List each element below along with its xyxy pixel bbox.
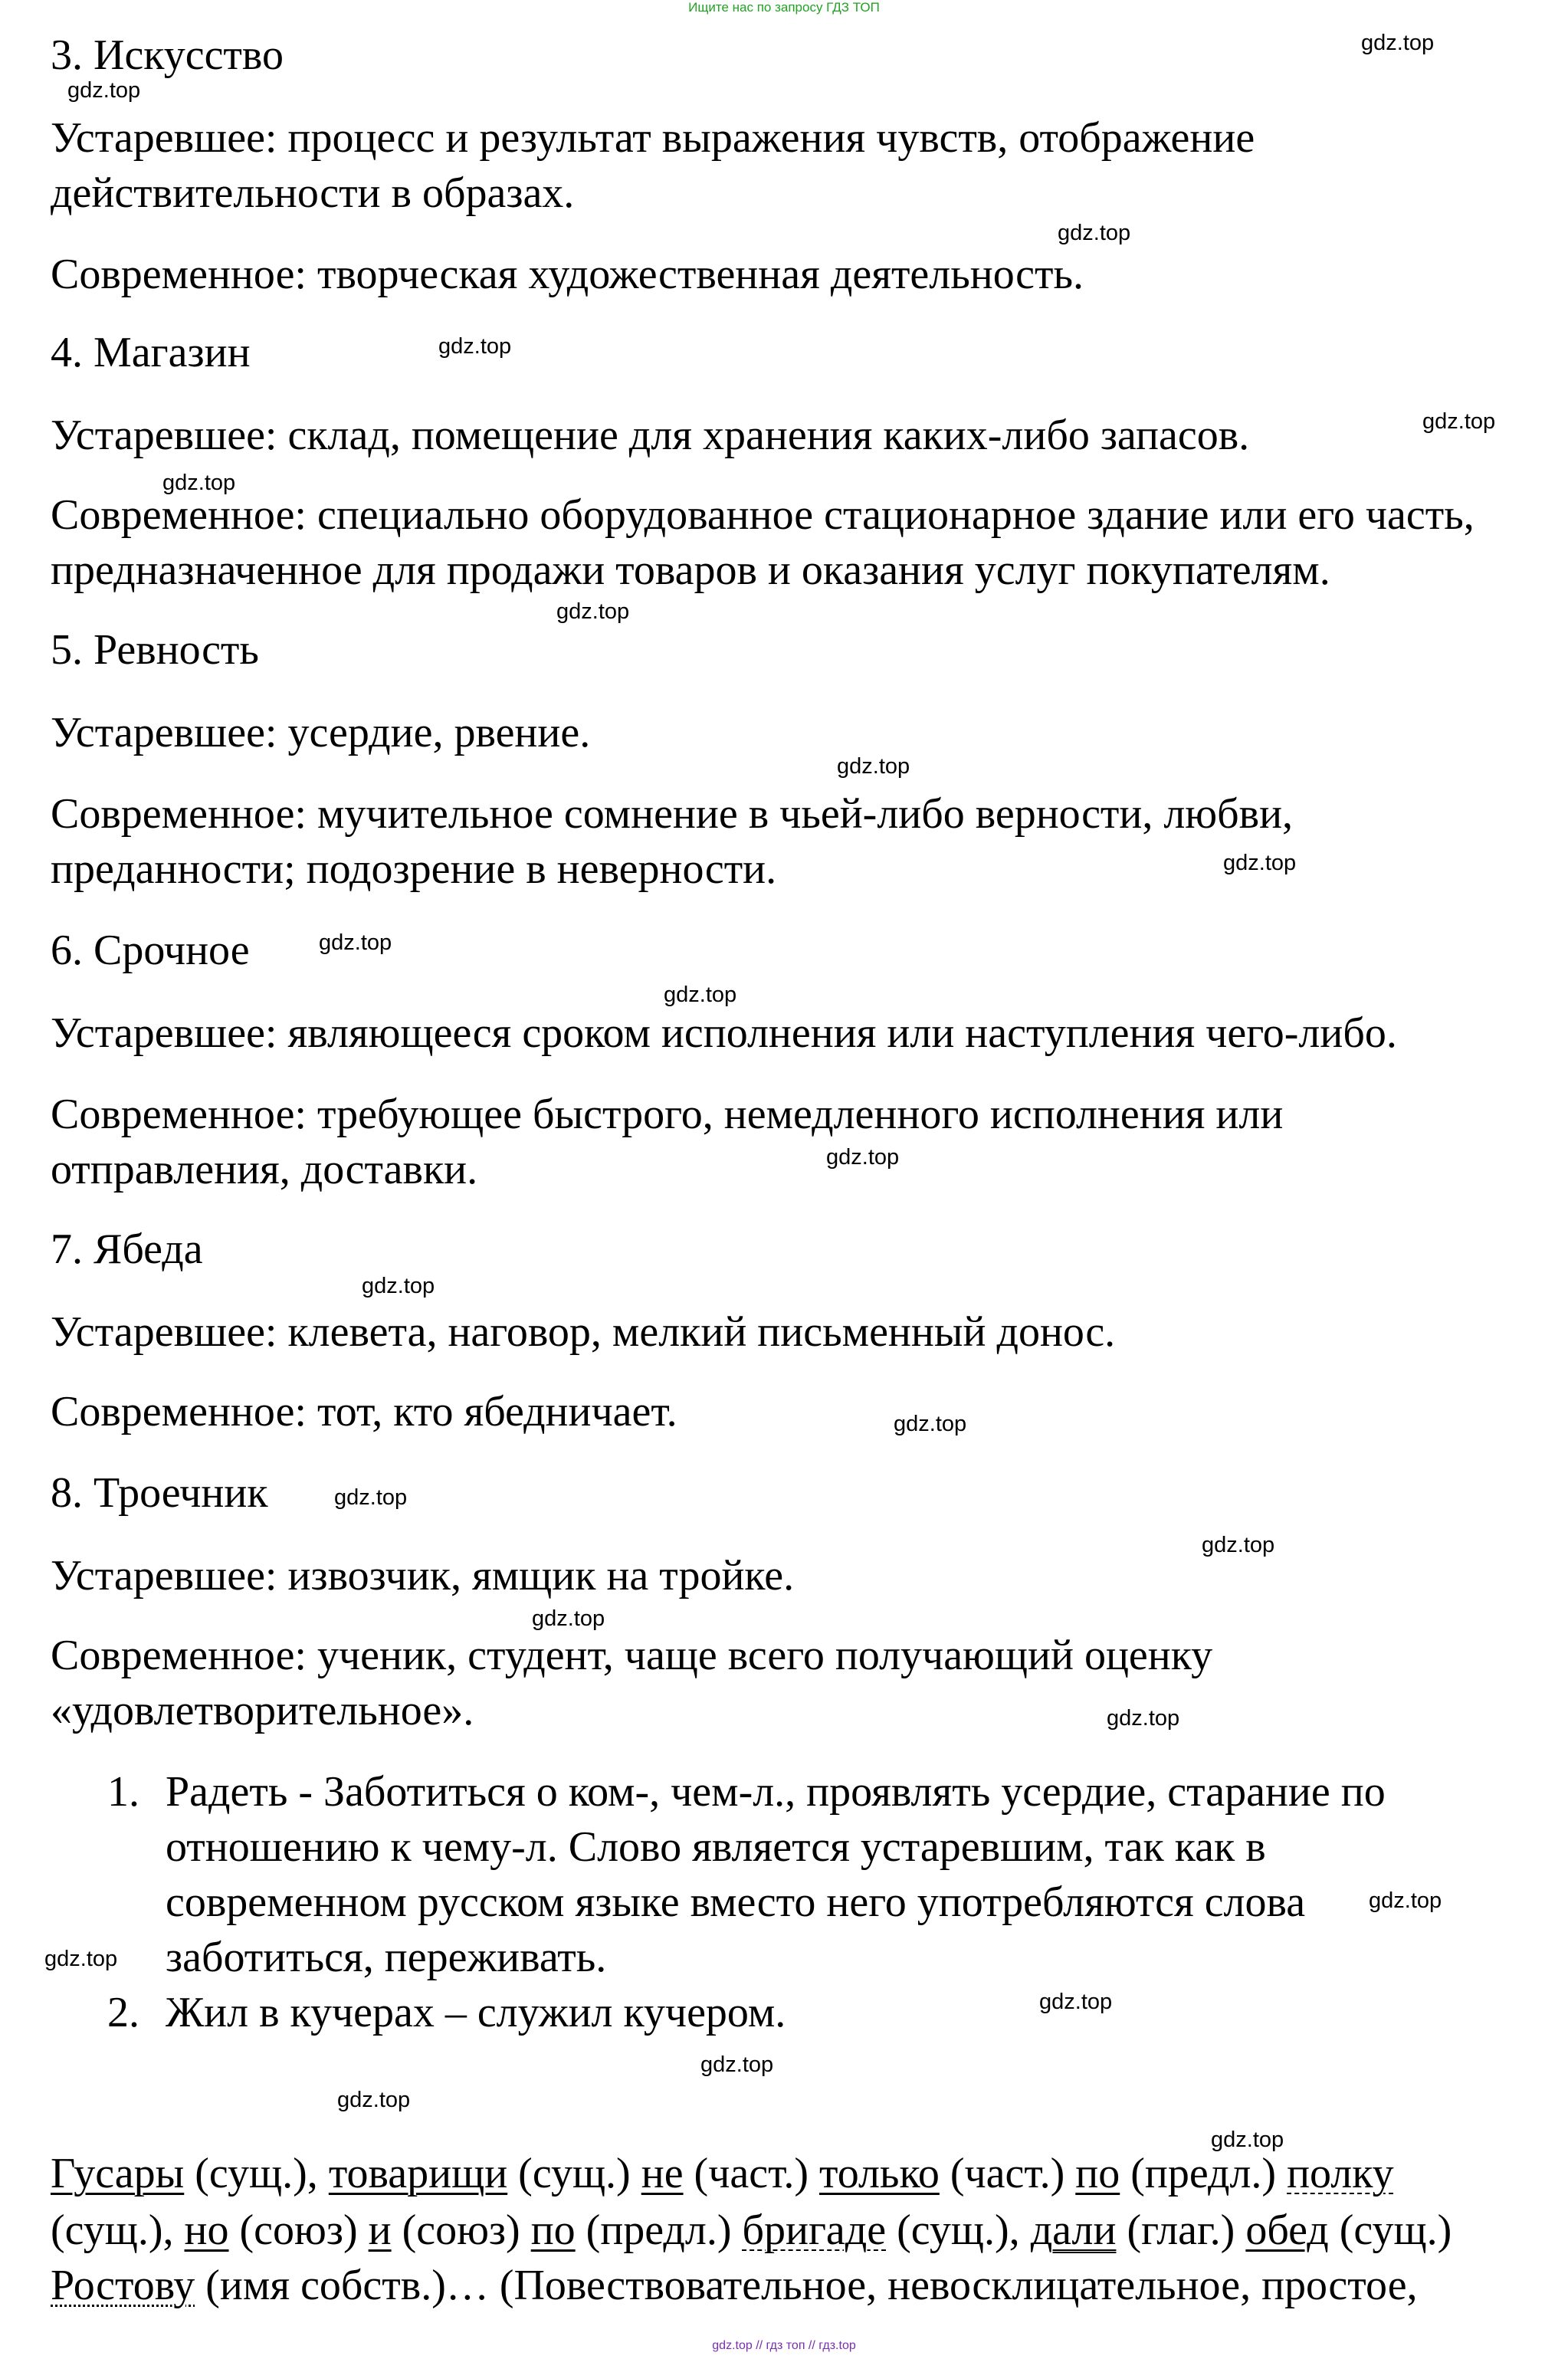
parse-line-1	[51, 2146, 1394, 2201]
watermark: gdz.top	[664, 983, 737, 1007]
parse-tag: (глаг.)	[1116, 2206, 1246, 2254]
entry-new-line: Современное: ученик, студент, чаще всего получающий оценку	[51, 1632, 1213, 1679]
parse-tag: (сущ.),	[51, 2206, 185, 2254]
watermark: gdz.top	[837, 754, 910, 779]
watermark: gdz.top	[319, 930, 392, 955]
parse-tag: (сущ.)	[1328, 2206, 1452, 2254]
entry-new-line: Современное: специально оборудованное стационарное здание или его часть,	[51, 491, 1475, 539]
list-line: современном русском языке вместо него употребляются слова	[166, 1878, 1306, 1926]
header-note: Ищите нас по запросу ГДЗ ТОП	[688, 0, 880, 15]
list-line: заботиться, переживать.	[166, 1934, 607, 1981]
parse-tag: (союз)	[228, 2206, 369, 2254]
parse-word: по	[1075, 2150, 1120, 2197]
watermark: gdz.top	[337, 2088, 411, 2112]
entry-title: 5. Ревность	[51, 626, 259, 674]
watermark: gdz.top	[1039, 1990, 1113, 2014]
watermark: gdz.top	[532, 1606, 605, 1631]
entry-new-line: Современное: творческая художественная деятельность.	[51, 251, 1084, 298]
watermark: gdz.top	[1369, 1888, 1442, 1913]
watermark: gdz.top	[1107, 1706, 1180, 1731]
parse-tag: (сущ.),	[184, 2150, 329, 2197]
entry-old-line: действительности в образах.	[51, 169, 575, 217]
parse-word: по	[530, 2206, 576, 2254]
watermark: gdz.top	[362, 1274, 435, 1298]
watermark: gdz.top	[162, 471, 236, 495]
watermark: gdz.top	[700, 2052, 774, 2077]
entry-title: 3. Искусство	[51, 31, 284, 79]
parse-word: и	[368, 2206, 392, 2254]
entry-new-line: «удовлетворительное».	[51, 1687, 474, 1734]
parse-tag: (имя собств.)… (Повествовательное, невосклицательное, простое,	[195, 2262, 1418, 2309]
parse-tag: (част.)	[683, 2150, 819, 2197]
entry-title: 4. Магазин	[51, 329, 251, 376]
entry-new-line: Современное: мучительное сомнение в чьей-либо верности, любви,	[51, 790, 1294, 838]
watermark: gdz.top	[44, 1947, 118, 1971]
list-number: 2.	[107, 1989, 139, 2036]
parse-word: товарищи	[328, 2150, 508, 2197]
watermark: gdz.top	[556, 599, 630, 624]
watermark: gdz.top	[1202, 1533, 1275, 1557]
watermark: gdz.top	[67, 78, 141, 103]
parse-word: только	[818, 2150, 940, 2197]
watermark: gdz.top	[1211, 2128, 1284, 2152]
parse-tag: (предл.)	[1120, 2150, 1288, 2197]
list-line: отношению к чему-л. Слово является устаревшим, так как в	[166, 1823, 1266, 1871]
parse-word: дали	[1030, 2206, 1117, 2254]
parse-tag: (сущ.),	[886, 2206, 1031, 2254]
list-line: Жил в кучерах – служил кучером.	[166, 1989, 786, 2036]
parse-tag: (предл.)	[575, 2206, 743, 2254]
entry-new-line: отправления, доставки.	[51, 1146, 478, 1193]
watermark: gdz.top	[1361, 31, 1435, 55]
watermark: gdz.top	[334, 1485, 408, 1510]
watermark: gdz.top	[1058, 221, 1131, 245]
parse-word: обед	[1245, 2206, 1329, 2254]
footer-note: gdz.top // гдз топ // гдз.top	[712, 2339, 856, 2352]
entry-old-line: Устаревшее: клевета, наговор, мелкий письменный донос.	[51, 1308, 1116, 1356]
parse-word: Ростову	[51, 2262, 195, 2309]
parse-word: не	[641, 2150, 684, 2197]
parse-word: бригаде	[742, 2206, 887, 2254]
parse-tag: (сущ.)	[507, 2150, 641, 2197]
watermark: gdz.top	[438, 334, 512, 359]
parse-word: полку	[1287, 2150, 1394, 2197]
watermark: gdz.top	[1223, 851, 1297, 875]
parse-line-2	[51, 2203, 1452, 2258]
entry-title: 6. Срочное	[51, 927, 250, 974]
watermark: gdz.top	[894, 1412, 967, 1436]
watermark: gdz.top	[826, 1145, 900, 1170]
entry-new-line: Современное: тот, кто ябедничает.	[51, 1388, 677, 1435]
watermark: gdz.top	[1422, 409, 1496, 434]
entry-new-line: преданности; подозрение в неверности.	[51, 845, 777, 893]
entry-title: 7. Ябеда	[51, 1225, 203, 1273]
parse-line-3	[51, 2258, 1418, 2313]
parse-word: но	[184, 2206, 229, 2254]
parse-tag: (част.)	[939, 2150, 1076, 2197]
entry-old-line: Устаревшее: являющееся сроком исполнения или наступления чего-либо.	[51, 1009, 1397, 1057]
parse-word: Гусары	[51, 2150, 185, 2197]
entry-new-line: предназначенное для продажи товаров и оказания услуг покупателям.	[51, 546, 1330, 594]
entry-old-line: Устаревшее: склад, помещение для хранения каких-либо запасов.	[51, 412, 1250, 459]
list-line: Радеть - Заботиться о ком-, чем-л., проявлять усердие, старание по	[166, 1768, 1386, 1816]
entry-old-line: Устаревшее: усердие, рвение.	[51, 709, 591, 756]
entry-title: 8. Троечник	[51, 1469, 268, 1517]
entry-new-line: Современное: требующее быстрого, немедленного исполнения или	[51, 1091, 1284, 1138]
entry-old-line: Устаревшее: процесс и результат выражения чувств, отображение	[51, 114, 1255, 162]
list-number: 1.	[107, 1768, 139, 1816]
parse-tag: (союз)	[391, 2206, 531, 2254]
entry-old-line: Устаревшее: извозчик, ямщик на тройке.	[51, 1552, 795, 1599]
